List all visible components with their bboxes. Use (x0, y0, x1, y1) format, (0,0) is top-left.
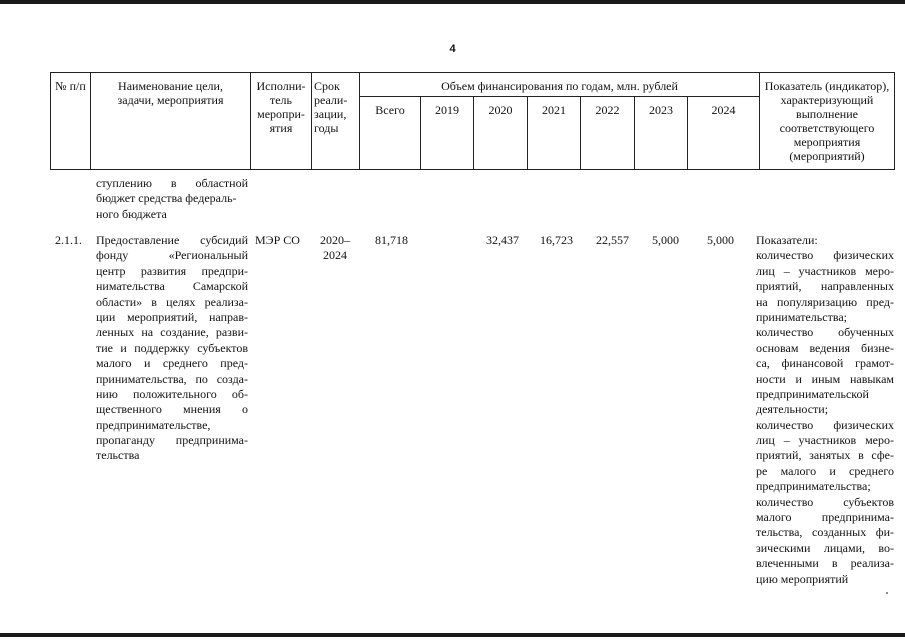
text-line: предпринимательской (756, 386, 869, 401)
text-line: щественного мнения о (96, 402, 248, 417)
text-line: пропаганду предпринима- (96, 433, 248, 448)
text-line: ного бюджета (96, 206, 167, 221)
col-header-executor: Исполни- тель меропри- ятия (256, 79, 306, 135)
text-line: ности и иным навыкам (756, 371, 894, 386)
text-line: предпринимательстве, (96, 417, 211, 432)
funding-total: 81,718 (375, 233, 408, 247)
col-header-total: Всего (375, 103, 405, 117)
text-line: влеченными в реализа- (756, 556, 894, 571)
col-header-name: Наименование цели, задачи, мероприятия (117, 79, 224, 107)
col-header-2022: 2022 (595, 103, 620, 117)
funding-2023: 5,000 (652, 233, 679, 247)
col-header-funding: Объем финансирования по годам, млн. рублей (441, 79, 678, 93)
text-line: лиц – участников меро- (756, 433, 894, 448)
text-line: количество физических (756, 248, 894, 263)
text-line: на популяризацию пред- (756, 294, 894, 309)
funding-2020: 32,437 (486, 233, 519, 247)
col-header-indicator: Показатель (индикатор), характеризующий выполнение соответствующего мероприятия (мероприятий) (764, 79, 890, 163)
text-line: тельства (96, 448, 140, 463)
row-term: 2020– 2024 (320, 233, 350, 263)
text-line: зическими лицами, во- (756, 540, 894, 555)
text-line: области» в целях реализа- (96, 294, 248, 309)
text-line: нию положительного об- (96, 386, 248, 401)
funding-2024: 5,000 (707, 233, 734, 247)
text-line: ленных на создание, разви- (96, 325, 248, 340)
text-line: центр развития предпри- (96, 263, 248, 278)
text-line: приятий, занятых в сфе- (756, 448, 894, 463)
text-line: фонду «Региональный (96, 248, 248, 263)
funding-2022: 22,557 (596, 233, 629, 247)
row-executor: МЭР СО (255, 233, 300, 247)
text-line: Предоставление субсидий (96, 233, 248, 247)
scan-speck (886, 592, 888, 594)
text-line: ре малого и среднего (756, 463, 894, 478)
text-line: бюджет средства федераль- (96, 191, 237, 206)
text-line: цию мероприятий (756, 571, 849, 586)
row-measure-name (96, 233, 248, 464)
text-line: тельства, созданных фи- (756, 525, 894, 540)
row-indicator (756, 233, 894, 587)
col-header-number: № п/п (55, 79, 86, 93)
text-line: са, финансовой грамот- (756, 356, 894, 371)
col-header-2021: 2021 (542, 103, 566, 117)
text-line: количество физических (756, 417, 894, 432)
row-number: 2.1.1. (55, 233, 82, 247)
text-line: ступлению в областной (96, 176, 248, 190)
funding-2021: 16,723 (540, 233, 573, 247)
text-line: предпринимательства; (756, 479, 871, 494)
text-line: тие и поддержку субъектов (96, 340, 248, 355)
text-line: малого и среднего пред- (96, 356, 248, 371)
text-line: лиц – участников меро- (756, 263, 894, 278)
text-line: количество субъектов (756, 494, 894, 509)
bottom-scan-border (0, 633, 905, 637)
text-line: малого предпринима- (756, 510, 894, 525)
top-scan-border (0, 0, 905, 4)
text-line: Показатели: (756, 233, 818, 247)
text-line: количество обученных (756, 325, 894, 340)
col-header-2019: 2019 (435, 103, 459, 117)
page-number: 4 (449, 43, 456, 55)
text-line: нимательства Самарской (96, 279, 248, 294)
text-line: основам ведения бизне- (756, 340, 894, 355)
col-header-term: Срок реали- зации, годы (314, 79, 348, 135)
text-line: принимательства; (756, 309, 847, 324)
text-line: ции мероприятий, направ- (96, 309, 248, 324)
col-header-2020: 2020 (488, 103, 513, 117)
col-header-2024: 2024 (711, 103, 736, 117)
text-line: принимательства, по созда- (96, 371, 248, 386)
table-header (50, 72, 895, 170)
text-line: деятельности; (756, 402, 829, 417)
continuation-text (96, 176, 248, 222)
text-line: приятий, направленных (756, 279, 894, 294)
col-header-2023: 2023 (649, 103, 673, 117)
